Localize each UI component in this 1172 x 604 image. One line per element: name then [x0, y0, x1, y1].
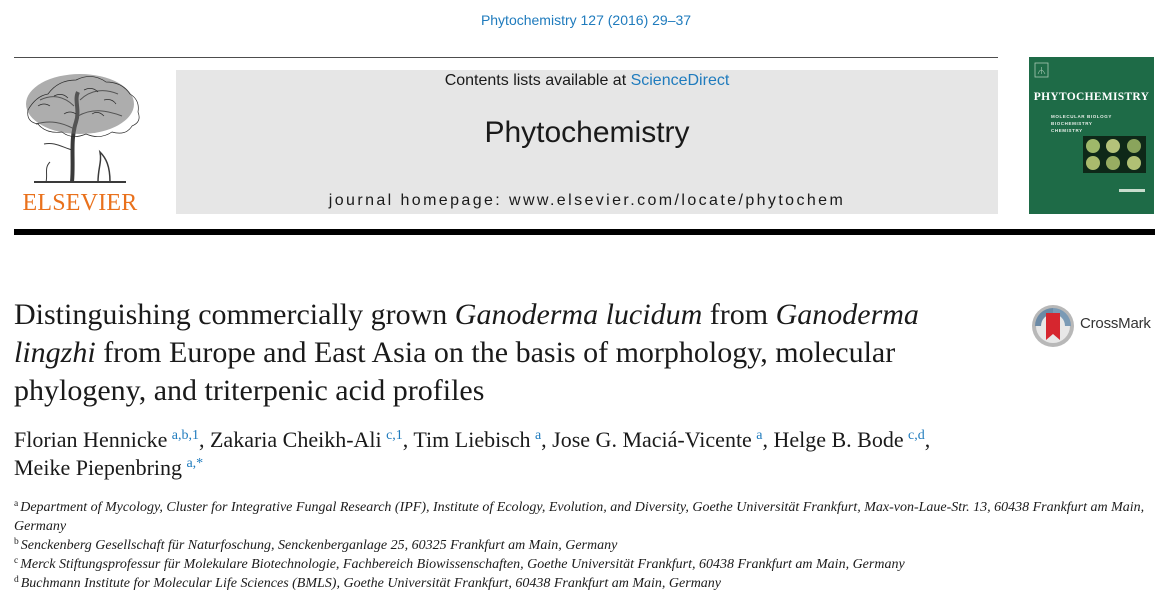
affiliation-text: Buchmann Institute for Molecular Life Sciences (BMLS), Goethe Universität Frankfurt, 60438 Frankfurt am Main, Germany [20, 576, 722, 591]
affiliation-label: a [14, 499, 19, 509]
crossmark-button[interactable] [1031, 303, 1161, 349]
author-affiliation-marker[interactable]: a,b,1 [171, 428, 199, 443]
cover-artwork-icon [1029, 57, 1154, 214]
journal-homepage [176, 192, 998, 210]
author-affiliation-marker[interactable]: c,d [908, 428, 925, 443]
author-name[interactable]: Meike Piepenbring [14, 455, 183, 480]
journal-name: Phytochemistry [484, 116, 690, 149]
affiliation-text: Merck Stiftungsprofessur für Molekulare Biotechnologie, Fachbereich Biowissenschaften, Goethe Universität Frankfurt, 60438 Frankfurt am Main, Germany [20, 557, 905, 572]
affiliation-label: c [14, 556, 19, 566]
contents-prefix: Contents lists available at [444, 72, 631, 89]
author-affiliation-marker[interactable]: a [756, 428, 763, 443]
author-list: Florian Hennicke $^{a,b,1}$, Zakaria Cheikh-Ali $^{c,1}$, Tim Liebisch $^a$, Jose G. Maciá-Vicente $^a$, Helge B. Bode $^{c,d}$, Meike Piepenbring $^{a,*}$ [14, 427, 931, 480]
author-affiliation-marker[interactable]: a [534, 428, 542, 443]
author-affiliation-marker[interactable]: a,* [186, 456, 204, 471]
journal-banner [176, 70, 998, 214]
article-title [14, 296, 1004, 410]
title-part: from Europe and East Asia on the basis of morphology, molecular phylogeny, and triterpenic acid profiles [14, 336, 896, 407]
journal-cover-thumbnail[interactable] [1029, 57, 1154, 214]
title-part: Distinguishing commercially grown [14, 298, 455, 331]
affiliation-item [14, 555, 1154, 574]
affiliation-text: Senckenberg Gesellschaft für Naturfoschung, Senckenberganlage 25, 60325 Frankfurt am Main, Germany [20, 538, 618, 553]
header-thick-rule [14, 229, 1155, 235]
title-species-2: Ganoderma lingzhi [14, 298, 919, 369]
author-name[interactable]: Helge B. Bode [773, 427, 904, 452]
affiliation-item [14, 574, 1154, 593]
author-name[interactable]: Tim Liebisch [413, 427, 531, 452]
sciencedirect-link[interactable]: ScienceDirect [630, 72, 730, 89]
cover-title: PHYTOCHEMISTRY [1033, 91, 1150, 103]
journal-citation-link[interactable]: Phytochemistry 127 (2016) 29–37 [480, 12, 692, 28]
title-species-1: Ganoderma lucidum [454, 298, 703, 331]
header-rule [14, 57, 998, 58]
cover-subtitle-3: CHEMISTRY [1051, 128, 1083, 133]
cover-subtitle-2: BIOCHEMISTRY [1051, 121, 1093, 126]
publisher-name: ELSEVIER [22, 190, 138, 216]
author-name[interactable]: Florian Hennicke [14, 427, 168, 452]
affiliation-text: Department of Mycology, Cluster for Integrative Fungal Research (IPF), Institute of Ecology, Evolution, and Diversity, Goethe Universität Frankfurt, Max-von-Laue-Str. 13, 60438 Frankfurt am Main, Germany [14, 500, 1145, 534]
elsevier-logo[interactable] [14, 70, 146, 216]
author-name[interactable]: Jose G. Maciá-Vicente [552, 427, 752, 452]
title-part: from [702, 298, 776, 331]
affiliation-label: d [14, 575, 19, 585]
homepage-url-link[interactable]: www.elsevier.com/locate/phytochem [508, 192, 846, 209]
crossmark-label: CrossMark [1080, 315, 1151, 332]
author-name[interactable]: Zakaria Cheikh-Ali [209, 427, 382, 452]
affiliation-list [14, 498, 1154, 593]
affiliation-label: b [14, 537, 19, 547]
affiliation-item [14, 498, 1154, 536]
elsevier-tree-icon [14, 70, 146, 188]
crossmark-icon [1031, 303, 1075, 349]
homepage-prefix: journal homepage: [328, 192, 509, 209]
cover-subtitle-1: MOLECULAR BIOLOGY [1051, 114, 1112, 119]
affiliation-item [14, 536, 1154, 555]
contents-line [176, 72, 998, 90]
author-affiliation-marker[interactable]: c,1 [386, 428, 403, 443]
